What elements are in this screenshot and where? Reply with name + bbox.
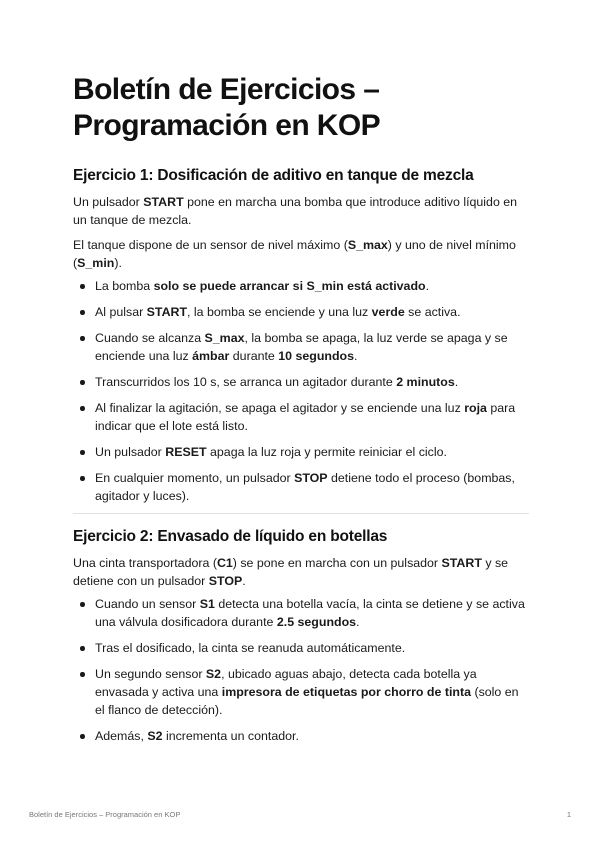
- bold-text: S2: [205, 667, 222, 681]
- list-item: Cuando un sensor S1 detecta una botella vacía, la cinta se detiene y se activa una válvula dosificadora durante 2.5 segundos.: [73, 595, 529, 631]
- document-title: Boletín de Ejercicios – Programación en KOP: [73, 73, 381, 142]
- exercise-1-sensors: El tanque dispone de un sensor de nivel máximo (S_max) y uno de nivel mínimo (S_min).: [73, 238, 516, 270]
- page-number: 1: [566, 810, 571, 819]
- bold-text: S_max: [204, 331, 245, 345]
- section-divider: [73, 513, 529, 514]
- list-item: Además, S2 incrementa un contador.: [73, 727, 529, 745]
- list-item: Un pulsador RESET apaga la luz roja y permite reiniciar el ciclo.: [73, 443, 529, 461]
- exercise-2-heading: Ejercicio 2: Envasado de líquido en botellas: [73, 528, 388, 545]
- bold-text: S_max: [347, 238, 388, 252]
- bold-text: 10 segundos: [278, 349, 355, 363]
- bold-text: verde: [371, 305, 405, 319]
- bold-text: ámbar: [192, 349, 230, 363]
- list-item: Al finalizar la agitación, se apaga el agitador y se enciende una luz roja para indicar que el lote está listo.: [73, 399, 529, 435]
- bold-text: impresora de etiquetas por chorro de tinta: [221, 685, 471, 699]
- list-item: Cuando se alcanza S_max, la bomba se apaga, la luz verde se apaga y se enciende una luz ámbar durante 10 segundos.: [73, 329, 529, 365]
- bold-text: STOP: [294, 471, 328, 485]
- bold-text: STOP: [208, 574, 243, 588]
- bold-text: S2: [147, 729, 163, 743]
- list-item: Transcurridos los 10 s, se arranca un agitador durante 2 minutos.: [73, 373, 529, 391]
- exercise-2-list: [73, 595, 529, 745]
- list-item: Un segundo sensor S2, ubicado aguas abajo, detecta cada botella ya envasada y activa una impresora de etiquetas por chorro de tinta (solo en el flanco de detección).: [73, 665, 529, 719]
- footer-title: Boletín de Ejercicios – Programación en KOP: [29, 810, 181, 819]
- bold-text: solo se puede arrancar si S_min está activado: [153, 279, 426, 293]
- bold-text: S1: [199, 597, 215, 611]
- exercise-1-heading: Ejercicio 1: Dosificación de aditivo en tanque de mezcla: [73, 167, 474, 184]
- list-item: La bomba solo se puede arrancar si S_min está activado.: [73, 277, 529, 295]
- list-item: Al pulsar START, la bomba se enciende y una luz verde se activa.: [73, 303, 529, 321]
- bold-text: START: [143, 195, 184, 209]
- bold-text: 2.5 segundos: [276, 615, 357, 629]
- exercise-2-intro: Una cinta transportadora (C1) se pone en marcha con un pulsador START y se detiene con un pulsador STOP.: [73, 556, 509, 588]
- list-item: En cualquier momento, un pulsador STOP detiene todo el proceso (bombas, agitador y luces).: [73, 469, 529, 505]
- list-item: Tras el dosificado, la cinta se reanuda automáticamente.: [73, 639, 529, 657]
- exercise-1-intro: Un pulsador START pone en marcha una bomba que introduce aditivo líquido en un tanque de mezcla.: [73, 195, 518, 227]
- bold-text: 2 minutos: [396, 375, 455, 389]
- exercise-1-list: [73, 277, 529, 505]
- bold-text: roja: [464, 401, 487, 415]
- document-page: [73, 72, 529, 753]
- bold-text: START: [441, 556, 482, 570]
- bold-text: RESET: [165, 445, 207, 459]
- bold-text: C1: [216, 556, 233, 570]
- page-footer: [29, 810, 571, 819]
- bold-text: START: [146, 305, 188, 319]
- bold-text: S_min: [77, 256, 115, 270]
